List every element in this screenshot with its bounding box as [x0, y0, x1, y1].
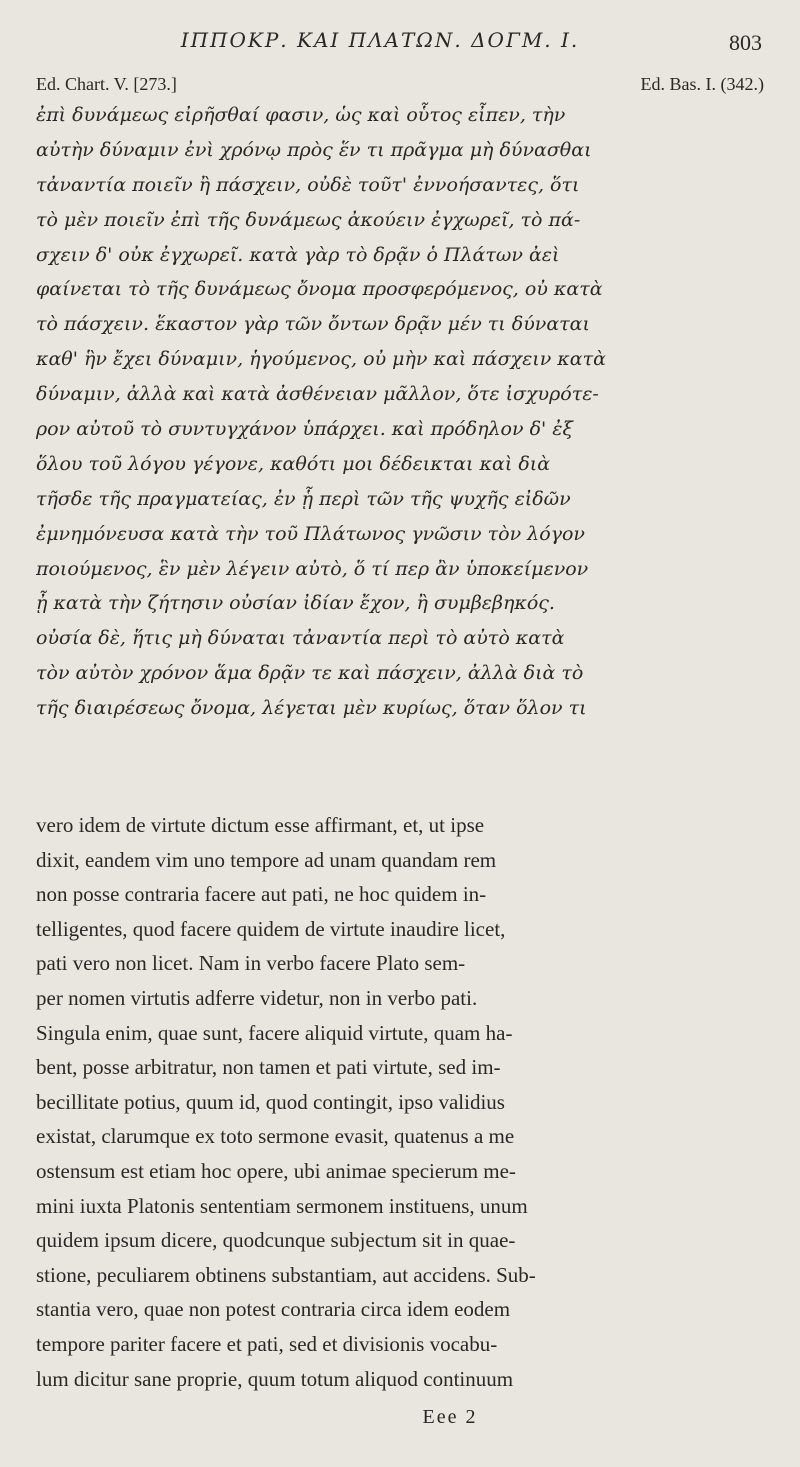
greek-line: τὸ πάσχειν. ἕκαστον γὰρ τῶν ὄντων δρᾷν μέν τι δύναται [36, 313, 590, 336]
latin-line: dixit, eandem vim uno tempore ad unam quandam rem [36, 847, 497, 872]
greek-line: τὸν αὐτὸν χρόνον ἅμα δρᾷν τε καὶ πάσχειν, ἀλλὰ διὰ τὸ [36, 662, 584, 685]
edition-reference-right: Ed. Bas. I. (342.) [640, 74, 764, 94]
running-head: ΙΠΠΟΚΡ. ΚΑΙ ΠΛΑΤΩΝ. ΔΟΓΜ. Ι. [180, 28, 580, 52]
latin-line: non posse contraria facere aut pati, ne hoc quidem in- [36, 882, 487, 907]
signature-mark: Eee 2 [422, 1406, 478, 1428]
greek-line: ρον αὐτοῦ τὸ συντυγχάνον ὑπάρχει. καὶ πρόδηλον δ' ἐξ [36, 418, 573, 441]
page-number: 803 [729, 30, 762, 55]
latin-line: mini iuxta Platonis sententiam sermonem instituens, unum [36, 1193, 528, 1218]
latin-line: lum dicitur sane proprie, quum totum aliquod continuum [36, 1366, 514, 1391]
greek-line: αὐτὴν δύναμιν ἐνὶ χρόνῳ πρὸς ἕν τι πρᾶγμα μὴ δύνασθαι [36, 138, 592, 161]
latin-line: existat, clarumque ex toto sermone evasit, quatenus a me [36, 1124, 515, 1149]
latin-line: stantia vero, quae non potest contraria circa idem eodem [36, 1297, 511, 1322]
latin-line: Singula enim, quae sunt, facere aliquid virtute, quam ha- [36, 1020, 513, 1045]
latin-line: stione, peculiarem obtinens substantiam, aut accidens. Sub- [36, 1262, 536, 1287]
greek-line: ὅλου τοῦ λόγου γέγονε, καθότι μοι δέδεικται καὶ διὰ [36, 452, 551, 475]
latin-line: becillitate potius, quum id, quod contingit, ipso validius [36, 1089, 505, 1114]
greek-line: ἐπὶ δυνάμεως εἰρῆσθαί φασιν, ὡς καὶ οὗτος εἶπεν, τὴν [36, 104, 566, 126]
greek-line: δύναμιν, ἀλλὰ καὶ κατὰ ἀσθένειαν μᾶλλον, ὅτε ἰσχυρότε- [36, 383, 599, 406]
greek-line: τἀναντία ποιεῖν ἢ πάσχειν, οὐδὲ τοῦτ' ἐννοήσαντες, ὅτι [36, 173, 580, 196]
greek-line: ἐμνημόνευσα κατὰ τὴν τοῦ Πλάτωνος γνῶσιν τὸν λόγον [36, 522, 585, 545]
greek-line: τῆς διαιρέσεως ὄνομα, λέγεται μὲν κυρίως, ὅταν ὅλον τι [36, 697, 587, 720]
latin-line: ostensum est etiam hoc opere, ubi animae specierum me- [36, 1158, 516, 1183]
greek-line: σχειν δ' οὐκ ἐγχωρεῖ. κατὰ γὰρ τὸ δρᾷν ὁ Πλάτων ἀεὶ [36, 243, 560, 266]
latin-line: vero idem de virtute dictum esse affirmant, et, ut ipse [36, 813, 485, 837]
greek-line: ποιούμενος, ἓν μὲν λέγειν αὐτὸ, ὅ τί περ ἂν ὑποκείμενον [36, 557, 589, 580]
greek-line: φαίνεται τὸ τῆς δυνάμεως ὄνομα προσφερόμενος, οὐ κατὰ [36, 278, 603, 301]
latin-line: quidem ipsum dicere, quodcunque subjectum sit in quae- [36, 1228, 516, 1253]
greek-line: τὸ μὲν ποιεῖν ἐπὶ τῆς δυνάμεως ἀκούειν ἐγχωρεῖ, τὸ πά- [36, 208, 581, 231]
greek-line: οὐσία δὲ, ἥτις μὴ δύναται τἀναντία περὶ τὸ αὐτὸ κατὰ [36, 627, 565, 650]
latin-line: per nomen virtutis adferre videtur, non in verbo pati. [36, 985, 478, 1010]
greek-line: τῆσδε τῆς πραγματείας, ἐν ᾗ περὶ τῶν τῆς ψυχῆς εἰδῶν [36, 487, 571, 510]
latin-text-block [36, 808, 766, 1396]
greek-line: καθ' ἣν ἔχει δύναμιν, ἡγούμενος, οὐ μὴν καὶ πάσχειν κατὰ [36, 348, 606, 371]
greek-line: ᾖ κατὰ τὴν ζήτησιν οὐσίαν ἰδίαν ἔχον, ἢ συμβεβηκός. [36, 592, 555, 615]
edition-reference-left: Ed. Chart. V. [273.] [36, 74, 177, 94]
latin-line: bent, posse arbitratur, non tamen et pati virtute, sed im- [36, 1055, 501, 1080]
greek-text-block [36, 98, 766, 726]
latin-line: telligentes, quod facere quidem de virtute inaudire licet, [36, 916, 506, 941]
latin-line: pati vero non licet. Nam in verbo facere Plato sem- [36, 951, 466, 976]
latin-line: tempore pariter facere et pati, sed et divisionis vocabu- [36, 1331, 498, 1356]
